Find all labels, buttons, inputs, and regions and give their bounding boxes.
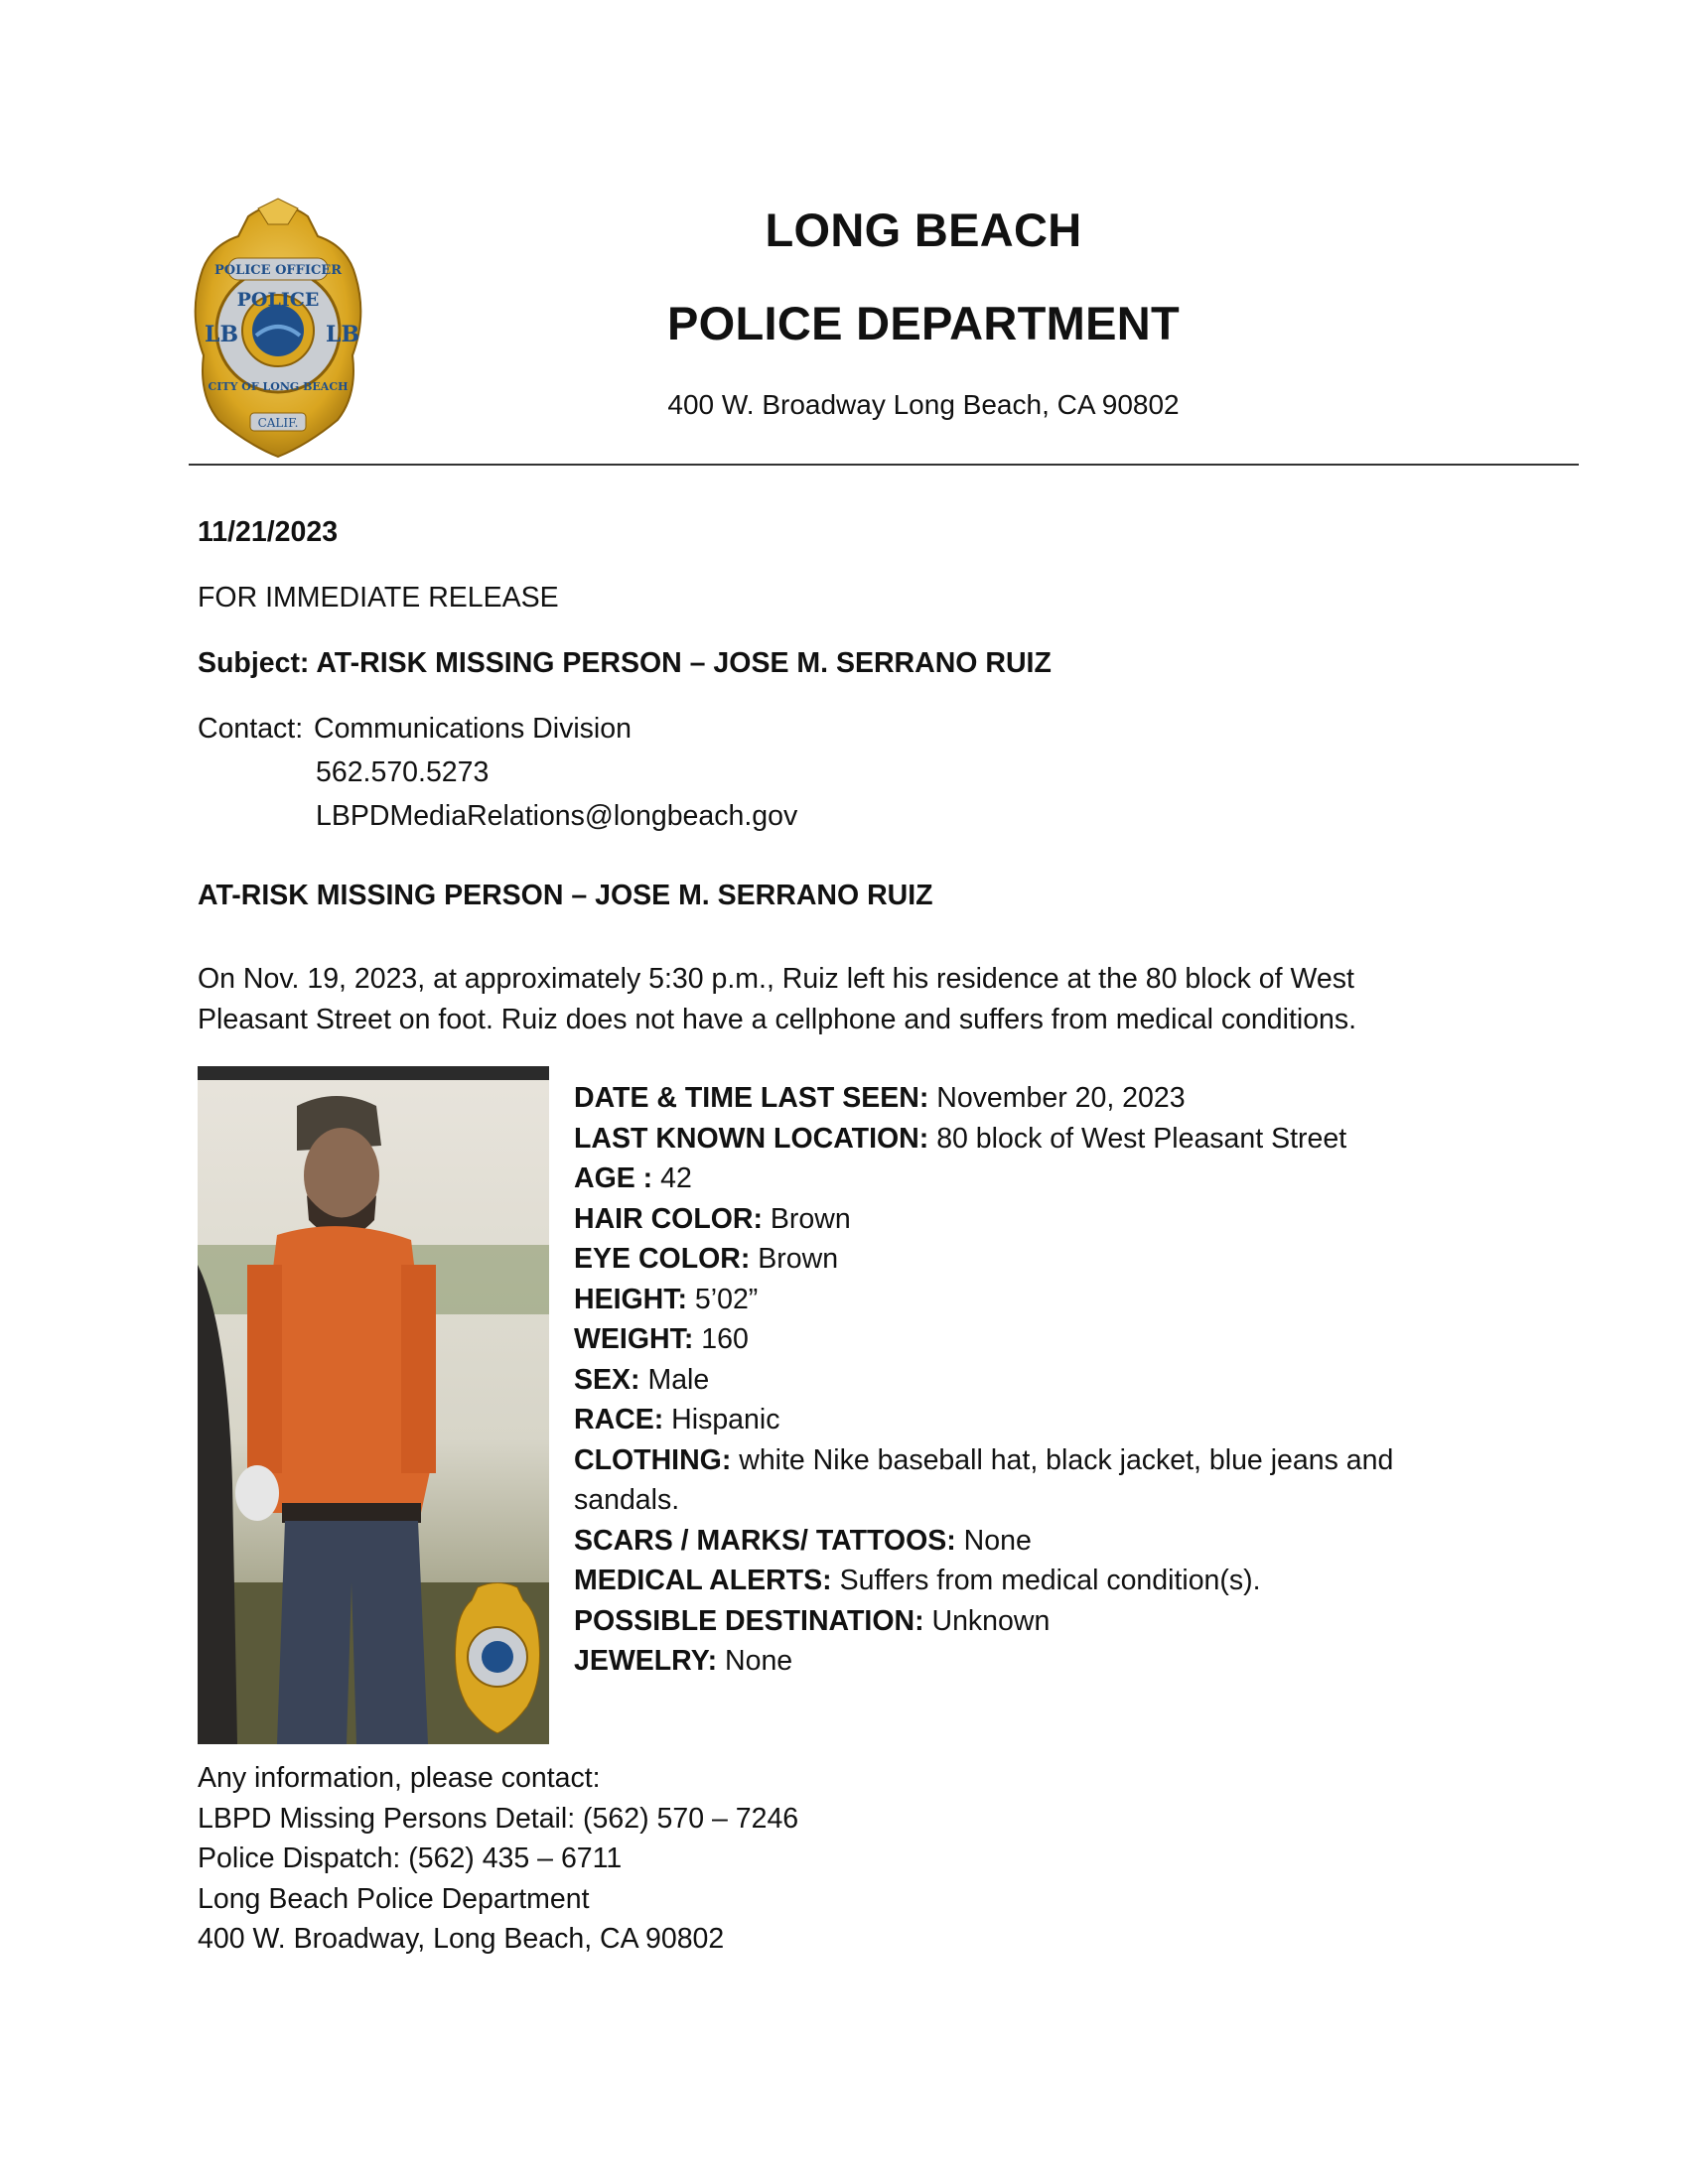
badge-side-letters-left: LB — [205, 322, 239, 347]
release-subject — [198, 643, 1052, 683]
subject-label: Subject: — [198, 647, 310, 679]
detail-eye: EYE COLOR: Brown — [574, 1243, 839, 1275]
detail-age: AGE : 42 — [574, 1162, 692, 1194]
release-type: FOR IMMEDIATE RELEASE — [198, 582, 559, 614]
badge-tab-text: CALIF. — [257, 416, 299, 430]
footer-line-5: 400 W. Broadway, Long Beach, CA 90802 — [198, 1923, 725, 1955]
subject-text: AT-RISK MISSING PERSON – JOSE M. SERRANO RUIZ — [316, 647, 1052, 679]
header-line-1: LONG BEACH — [765, 204, 1082, 256]
contact-footer — [198, 1758, 798, 1960]
header-divider — [189, 464, 1579, 466]
detail-race: RACE: Hispanic — [574, 1404, 780, 1435]
badge-bottom-text: CITY OF LONG BEACH — [208, 380, 349, 393]
header-address: 400 W. Broadway Long Beach, CA 90802 — [667, 389, 1180, 420]
detail-destination: POSSIBLE DESTINATION: Unknown — [574, 1604, 1051, 1637]
detail-location: LAST KNOWN LOCATION: 80 block of West Pleasant Street — [574, 1122, 1347, 1155]
detail-hair: HAIR COLOR: Brown — [574, 1202, 851, 1235]
footer-line-3: Police Dispatch: (562) 435 – 6711 — [198, 1843, 623, 1874]
paragraph-line-1: On Nov. 19, 2023, at approximately 5:30 p.m., Ruiz left his residence at the 80 block of West — [198, 963, 1354, 995]
contact-division: Communications Division — [314, 713, 632, 745]
detail-height: HEIGHT: 5’02” — [574, 1283, 759, 1315]
badge-center-text: POLICE — [236, 289, 320, 311]
detail-jewelry: JEWELRY: None — [574, 1645, 793, 1677]
details-list — [574, 1078, 1468, 1682]
missing-person-photo — [198, 1066, 549, 1744]
contact-phone: 562.570.5273 — [316, 756, 490, 788]
detail-clothing: CLOTHING: white Nike baseball hat, black jacket, blue jeans and — [574, 1443, 1394, 1476]
body-heading: AT-RISK MISSING PERSON – JOSE M. SERRANO RUIZ — [198, 880, 933, 911]
contact-label: Contact: — [198, 713, 304, 745]
footer-line-1: Any information, please contact: — [198, 1762, 601, 1794]
detail-sex: SEX: Male — [574, 1363, 710, 1396]
detail-last-seen: DATE & TIME LAST SEEN: November 20, 2023 — [574, 1082, 1186, 1114]
paragraph-line-2: Pleasant Street on foot. Ruiz does not have a cellphone and suffers from medical conditions. — [198, 1004, 1357, 1035]
badge-top-text: POLICE OFFICER — [213, 263, 343, 278]
detail-clothing-cont: sandals. — [574, 1484, 680, 1516]
contact-email: LBPDMediaRelations@longbeach.gov — [316, 800, 798, 832]
badge-side-letters-right: LB — [326, 322, 360, 347]
footer-line-2: LBPD Missing Persons Detail: (562) 570 – 7246 — [198, 1802, 799, 1835]
footer-line-4: Long Beach Police Department — [198, 1882, 590, 1915]
body-paragraph — [198, 959, 1488, 1040]
police-badge-icon — [189, 197, 367, 460]
header-line-2: POLICE DEPARTMENT — [666, 297, 1181, 349]
detail-scars: SCARS / MARKS/ TATTOOS: None — [574, 1524, 1032, 1557]
detail-medical: MEDICAL ALERTS: Suffers from medical condition(s). — [574, 1565, 1261, 1596]
release-date: 11/21/2023 — [198, 516, 339, 548]
detail-weight: WEIGHT: 160 — [574, 1323, 749, 1355]
